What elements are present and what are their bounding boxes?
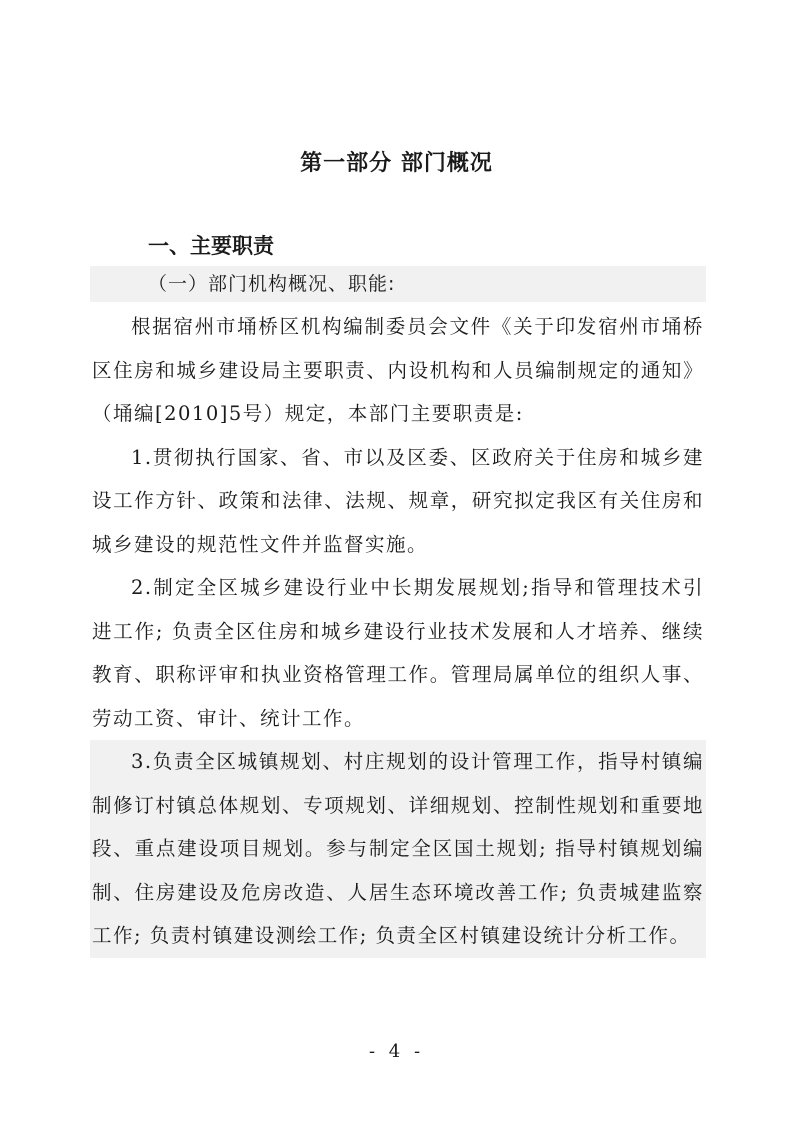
subsection-heading: （一）部门机构概况、职能: — [90, 266, 706, 302]
paragraph-duty-2: 2.制定全区城乡建设行业中长期发展规划;指导和管理技术引进工作; 负责全区住房和城乡建设行业技术发展和人才培养、继续教育、职称评审和执业资格管理工作。管理局属单位的组织人事、劳动工资、审计、统计工作。 — [92, 576, 704, 730]
page-title: 第一部分 部门概况 — [300, 151, 493, 176]
section-heading: 一、主要职责 — [148, 234, 274, 258]
paragraph-duty-1: 1.贯彻执行国家、省、市以及区委、区政府关于住房和城乡建设工作方针、政策和法律、法规、规章，研究拟定我区有关住房和城乡建设的规范性文件并监督实施。 — [92, 445, 704, 556]
paragraph-intro: 根据宿州市埇桥区机构编制委员会文件《关于印发宿州市埇桥区住房和城乡建设局主要职责、内设机构和人员编制规定的通知》（埇编[2010]5号）规定，本部门主要职责是: — [92, 315, 704, 425]
body-text — [90, 305, 706, 958]
page-number: - 4 - — [368, 1041, 425, 1062]
paragraph-duty-3: 3.负责全区城镇规划、村庄规划的设计管理工作，指导村镇编制修订村镇总体规划、专项规划、详细规划、控制性规划和重要地段、重点建设项目规划。参与制定全区国土规划; 指导村镇规划编制、住房建设及危房改造、人居生态环境改善工作; 负责城建监察工作; 负责村镇建设测绘工作; 负责全区村镇建设统计分析工作。 — [90, 740, 706, 958]
